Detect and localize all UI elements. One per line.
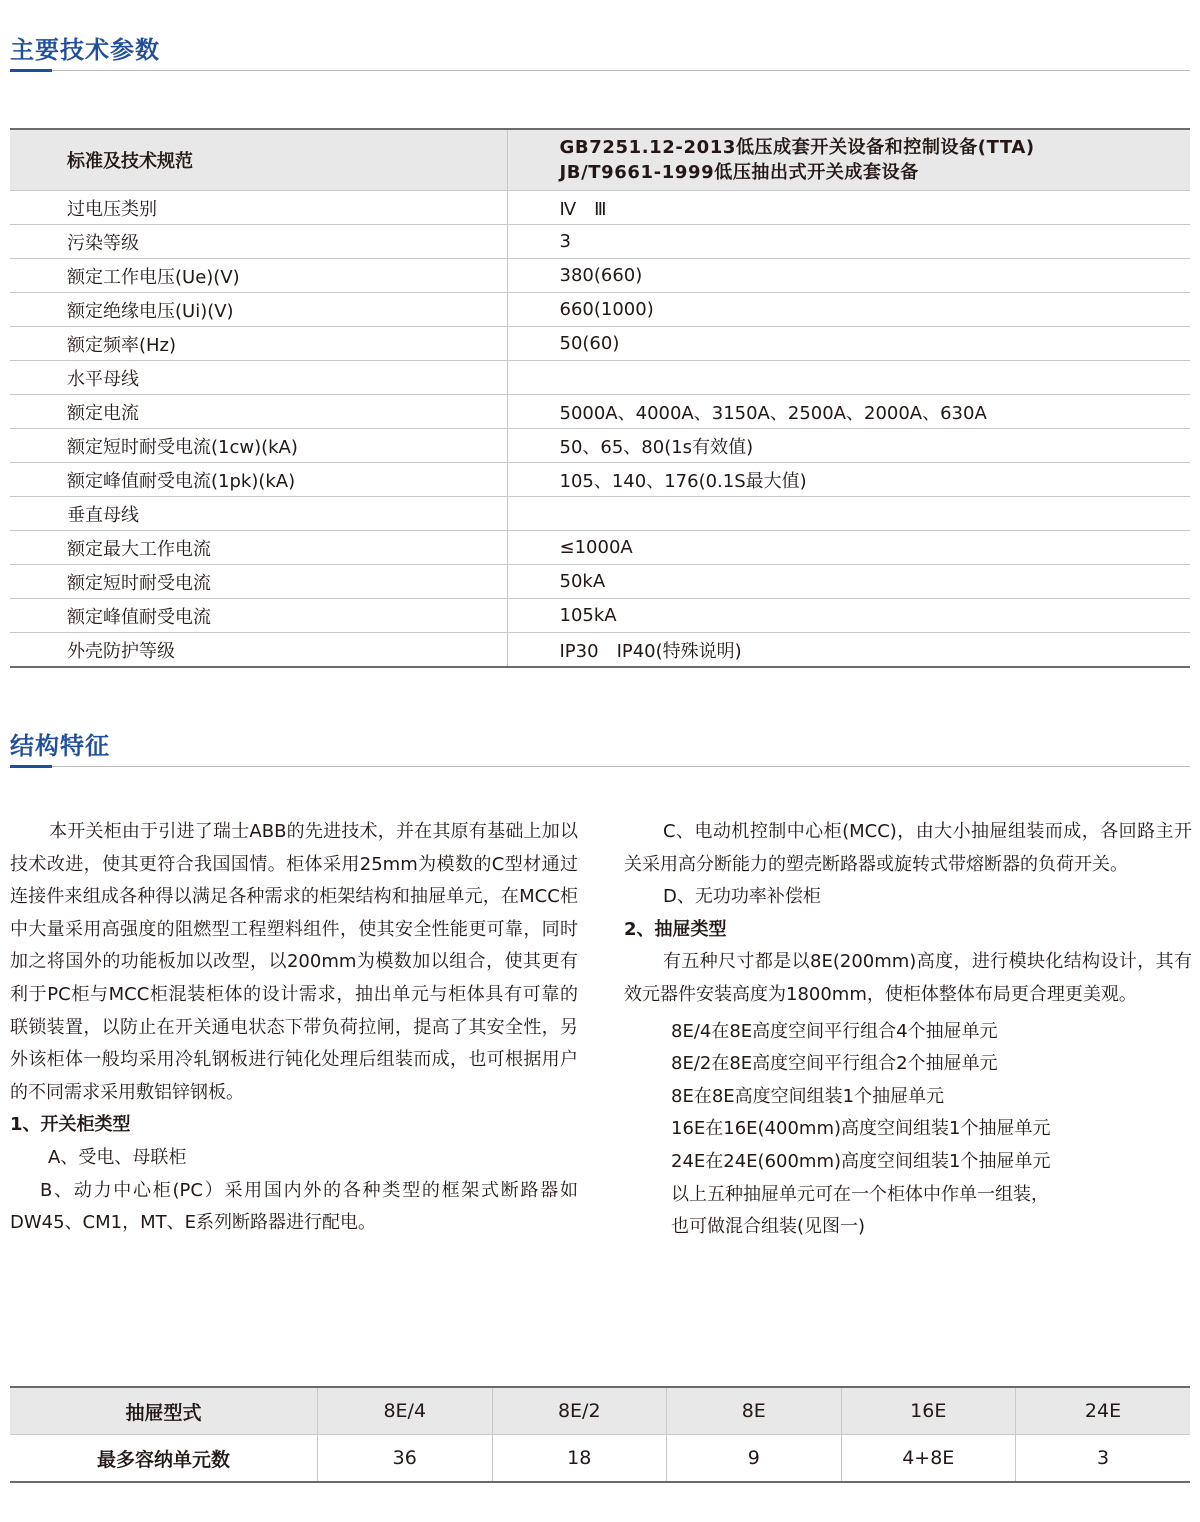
unit-count-cell: 3 [1016,1435,1191,1483]
spec-key: 水平母线 [10,361,507,395]
spec-row [10,599,1190,633]
spec-table [10,128,1190,668]
drawer-list-item: 24E在24E(600mm)高度空间组装1个抽屉单元 [671,1150,1051,1172]
spec-row [10,633,1190,668]
spec-key: 额定电流 [10,395,507,429]
spec-value: 380(660) [507,259,1190,293]
drawer-list-item: 16E在16E(400mm)高度空间组装1个抽屉单元 [671,1118,1051,1140]
spec-value: 660(1000) [507,293,1190,327]
drawer-list [624,1016,1192,1244]
drawer-list-item: 8E在8E高度空间组装1个抽屉单元 [671,1085,945,1107]
row-label: 最多容纳单元数 [10,1435,318,1483]
intro-paragraph: 本开关柜由于引进了瑞士ABB的先进技术，并在其原有基础上加以技术改进，使其更符合我国国情。柜体采用25mm为模数的C型材通过连接件来组成各种得以满足各种需求的柜架结构和抽屉单元，在MCC柜中大量采用高强度的阻燃型工程塑料组件，使其安全性能更可靠，同时加之将国外的功能板加以改型，以200mm为模数加以组合，使其更有利于PC柜与MCC柜混装柜体的设计需求，抽出单元与柜体具有可靠的联锁装置，以防止在开关通电状态下带负荷拉闸，提高了其安全性，另外该柜体一般均采用冷轧钢板进行钝化处理后组装而成，也可根据用户的不同需求采用敷铝锌钢板。 [10,821,578,1103]
left-text-column [10,816,578,1240]
spec-value: Ⅳ Ⅲ [507,191,1190,225]
spec-value: 50、65、80(1s有效值) [507,429,1190,463]
drawer-type-cell: 16E [841,1387,1016,1435]
spec-row [10,259,1190,293]
spec-row [10,361,1190,395]
spec-header-row [10,129,1190,191]
spec-value: 50(60) [507,327,1190,361]
drawer-type-row [10,1387,1190,1435]
spec-row [10,191,1190,225]
spec-key: 额定短时耐受电流(1cw)(kA) [10,429,507,463]
spec-value: 50kA [507,565,1190,599]
spec-row [10,531,1190,565]
section-header-structure [10,706,1190,767]
spec-value: 105、140、176(0.1S最大值) [507,463,1190,497]
unit-count-cell: 36 [318,1435,493,1483]
spec-key: 额定峰值耐受电流 [10,599,507,633]
spec-key: 额定绝缘电压(Ui)(V) [10,293,507,327]
spec-key: 外壳防护等级 [10,633,507,668]
spec-row [10,463,1190,497]
spec-row [10,429,1190,463]
drawer-capacity-table [10,1386,1190,1483]
spec-value: 105kA [507,599,1190,633]
spec-key: 额定频率(Hz) [10,327,507,361]
spec-key: 垂直母线 [10,497,507,531]
drawer-paragraph: 有五种尺寸都是以8E(200mm)高度，进行模块化结构设计，其有效元器件安装高度为1800mm，使柜体整体布局更合理更美观。 [624,951,1192,1005]
spec-row [10,395,1190,429]
cabinet-type-d: D、无功功率补偿柜 [663,886,821,908]
subheading-drawer-types: 2、抽屉类型 [624,918,727,940]
standard-line: GB7251.12-2013低压成套开关设备和控制设备(TTA) [559,137,1035,158]
unit-count-cell: 4+8E [841,1435,1016,1483]
drawer-type-cell: 8E/2 [492,1387,667,1435]
unit-count-row [10,1435,1190,1483]
spec-value: ≤1000A [507,531,1190,565]
spec-value: 5000A、4000A、3150A、2500A、2000A、630A [507,395,1190,429]
subheading-cabinet-types: 1、开关柜类型 [10,1114,131,1136]
spec-row [10,225,1190,259]
drawer-list-item: 以上五种抽屉单元可在一个柜体中作单一组装， [671,1183,1049,1205]
drawer-list-item: 8E/2在8E高度空间平行组合2个抽屉单元 [671,1053,998,1075]
right-text-column [624,816,1192,1244]
spec-row [10,293,1190,327]
spec-header-key: 标准及技术规范 [10,129,507,191]
spec-row [10,565,1190,599]
spec-row [10,327,1190,361]
drawer-type-cell: 8E [667,1387,842,1435]
spec-key: 污染等级 [10,225,507,259]
spec-value [507,361,1190,395]
spec-key: 额定峰值耐受电流(1pk)(kA) [10,463,507,497]
spec-header-value [507,129,1190,191]
unit-count-cell: 9 [667,1435,842,1483]
spec-value: 3 [507,225,1190,259]
spec-key: 额定最大工作电流 [10,531,507,565]
cabinet-type-a: A、受电、母联柜 [48,1146,187,1168]
drawer-type-cell: 24E [1016,1387,1191,1435]
section-title: 主要技术参数 [10,30,160,65]
section-header-parameters [10,10,1190,71]
section-title: 结构特征 [10,726,110,761]
cabinet-type-b: B、动力中心柜(PC）采用国内外的各种类型的框架式断路器如DW45、CM1，MT、E系列断路器进行配电。 [10,1179,578,1234]
spec-value [507,497,1190,531]
spec-key: 额定工作电压(Ue)(V) [10,259,507,293]
spec-key: 过电压类别 [10,191,507,225]
drawer-list-item: 8E/4在8E高度空间平行组合4个抽屉单元 [671,1020,998,1042]
spec-key: 额定短时耐受电流 [10,565,507,599]
spec-row [10,497,1190,531]
unit-count-cell: 18 [492,1435,667,1483]
row-label: 抽屉型式 [10,1387,318,1435]
drawer-type-cell: 8E/4 [318,1387,493,1435]
cabinet-type-c: C、电动机控制中心柜(MCC)，由大小抽屉组装而成，各回路主开关采用高分断能力的塑壳断路器或旋转式带熔断器的负荷开关。 [624,821,1192,875]
drawer-list-item: 也可做混合组装(见图一) [671,1216,866,1238]
spec-value: IP30 IP40(特殊说明) [507,633,1190,668]
standard-line: JB/T9661-1999低压抽出式开关成套设备 [559,162,919,183]
